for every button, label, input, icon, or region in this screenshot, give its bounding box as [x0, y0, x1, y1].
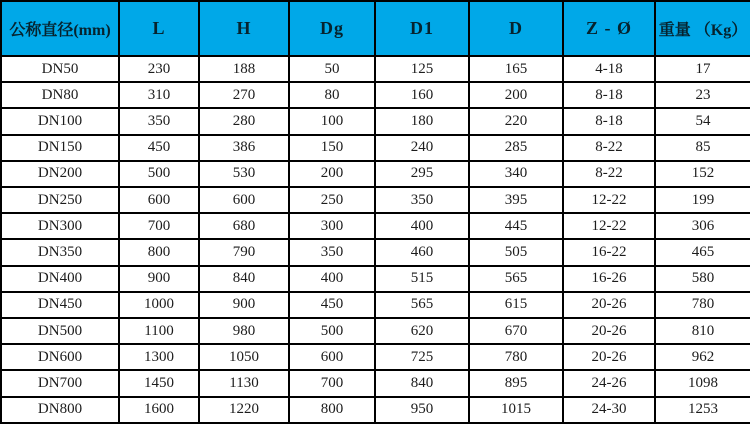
value-cell: 125: [375, 56, 469, 82]
value-cell: 565: [375, 292, 469, 318]
value-cell: 152: [655, 161, 750, 187]
value-cell: 150: [289, 135, 375, 161]
table-row: [1, 56, 750, 82]
value-cell: 1015: [469, 397, 563, 423]
value-cell: 24-30: [563, 397, 655, 423]
value-cell: 350: [289, 239, 375, 265]
value-cell: 1600: [119, 397, 199, 423]
value-cell: 530: [199, 161, 289, 187]
value-cell: 280: [199, 108, 289, 134]
value-cell: 20-26: [563, 318, 655, 344]
value-cell: 790: [199, 239, 289, 265]
value-cell: 620: [375, 318, 469, 344]
header-cell-H: H: [199, 1, 289, 56]
row-label-cell: DN200: [1, 161, 119, 187]
value-cell: 1050: [199, 344, 289, 370]
value-cell: 900: [119, 266, 199, 292]
table-row: [1, 397, 750, 423]
row-label-cell: DN400: [1, 266, 119, 292]
value-cell: 950: [375, 397, 469, 423]
value-cell: 8-18: [563, 82, 655, 108]
row-label-cell: DN80: [1, 82, 119, 108]
value-cell: 500: [289, 318, 375, 344]
value-cell: 80: [289, 82, 375, 108]
value-cell: 505: [469, 239, 563, 265]
value-cell: 50: [289, 56, 375, 82]
value-cell: 780: [655, 292, 750, 318]
table-row: [1, 135, 750, 161]
value-cell: 800: [289, 397, 375, 423]
value-cell: 600: [289, 344, 375, 370]
table-body: [1, 56, 750, 423]
value-cell: 85: [655, 135, 750, 161]
value-cell: 840: [199, 266, 289, 292]
value-cell: 16-26: [563, 266, 655, 292]
value-cell: 600: [199, 187, 289, 213]
value-cell: 1098: [655, 370, 750, 396]
row-label-cell: DN100: [1, 108, 119, 134]
table-row: [1, 239, 750, 265]
header-cell-D1: D1: [375, 1, 469, 56]
value-cell: 199: [655, 187, 750, 213]
header-cell-nominal-diameter: 公称直径(mm): [1, 1, 119, 56]
value-cell: 700: [289, 370, 375, 396]
header-row: [1, 1, 750, 56]
value-cell: 200: [469, 82, 563, 108]
value-cell: 20-26: [563, 292, 655, 318]
value-cell: 1253: [655, 397, 750, 423]
value-cell: 1450: [119, 370, 199, 396]
row-label-cell: DN300: [1, 213, 119, 239]
value-cell: 600: [119, 187, 199, 213]
row-label-cell: DN800: [1, 397, 119, 423]
value-cell: 900: [199, 292, 289, 318]
table-row: [1, 213, 750, 239]
value-cell: 1220: [199, 397, 289, 423]
table-header: [1, 1, 750, 56]
value-cell: 12-22: [563, 213, 655, 239]
value-cell: 180: [375, 108, 469, 134]
value-cell: 54: [655, 108, 750, 134]
value-cell: 188: [199, 56, 289, 82]
table-row: [1, 266, 750, 292]
value-cell: 20-26: [563, 344, 655, 370]
value-cell: 1000: [119, 292, 199, 318]
row-label-cell: DN50: [1, 56, 119, 82]
value-cell: 350: [119, 108, 199, 134]
value-cell: 962: [655, 344, 750, 370]
value-cell: 285: [469, 135, 563, 161]
value-cell: 465: [655, 239, 750, 265]
value-cell: 615: [469, 292, 563, 318]
value-cell: 670: [469, 318, 563, 344]
value-cell: 895: [469, 370, 563, 396]
value-cell: 1130: [199, 370, 289, 396]
value-cell: 340: [469, 161, 563, 187]
value-cell: 400: [375, 213, 469, 239]
header-cell-Dg: Dg: [289, 1, 375, 56]
value-cell: 565: [469, 266, 563, 292]
value-cell: 725: [375, 344, 469, 370]
table-row: [1, 108, 750, 134]
table-row: [1, 344, 750, 370]
value-cell: 386: [199, 135, 289, 161]
value-cell: 395: [469, 187, 563, 213]
value-cell: 270: [199, 82, 289, 108]
value-cell: 8-22: [563, 135, 655, 161]
value-cell: 310: [119, 82, 199, 108]
value-cell: 306: [655, 213, 750, 239]
value-cell: 450: [289, 292, 375, 318]
value-cell: 200: [289, 161, 375, 187]
value-cell: 810: [655, 318, 750, 344]
table-row: [1, 161, 750, 187]
header-cell-weight: 重量 （Kg）: [655, 1, 750, 56]
value-cell: 780: [469, 344, 563, 370]
value-cell: 1300: [119, 344, 199, 370]
value-cell: 500: [119, 161, 199, 187]
value-cell: 295: [375, 161, 469, 187]
value-cell: 23: [655, 82, 750, 108]
value-cell: 445: [469, 213, 563, 239]
value-cell: 300: [289, 213, 375, 239]
value-cell: 250: [289, 187, 375, 213]
value-cell: 460: [375, 239, 469, 265]
value-cell: 450: [119, 135, 199, 161]
value-cell: 16-22: [563, 239, 655, 265]
table-row: [1, 370, 750, 396]
table-row: [1, 187, 750, 213]
value-cell: 680: [199, 213, 289, 239]
row-label-cell: DN600: [1, 344, 119, 370]
row-label-cell: DN150: [1, 135, 119, 161]
value-cell: 4-18: [563, 56, 655, 82]
value-cell: 980: [199, 318, 289, 344]
row-label-cell: DN700: [1, 370, 119, 396]
value-cell: 580: [655, 266, 750, 292]
header-cell-Z-holes: Z - Ø: [563, 1, 655, 56]
value-cell: 1100: [119, 318, 199, 344]
value-cell: 400: [289, 266, 375, 292]
value-cell: 350: [375, 187, 469, 213]
value-cell: 840: [375, 370, 469, 396]
table-row: [1, 292, 750, 318]
value-cell: 100: [289, 108, 375, 134]
value-cell: 8-22: [563, 161, 655, 187]
value-cell: 12-22: [563, 187, 655, 213]
value-cell: 230: [119, 56, 199, 82]
value-cell: 8-18: [563, 108, 655, 134]
row-label-cell: DN450: [1, 292, 119, 318]
value-cell: 24-26: [563, 370, 655, 396]
value-cell: 700: [119, 213, 199, 239]
value-cell: 800: [119, 239, 199, 265]
value-cell: 220: [469, 108, 563, 134]
table-row: [1, 318, 750, 344]
value-cell: 515: [375, 266, 469, 292]
header-cell-L: L: [119, 1, 199, 56]
table-row: [1, 82, 750, 108]
row-label-cell: DN500: [1, 318, 119, 344]
header-cell-D: D: [469, 1, 563, 56]
value-cell: 165: [469, 56, 563, 82]
value-cell: 240: [375, 135, 469, 161]
value-cell: 17: [655, 56, 750, 82]
value-cell: 160: [375, 82, 469, 108]
row-label-cell: DN250: [1, 187, 119, 213]
row-label-cell: DN350: [1, 239, 119, 265]
